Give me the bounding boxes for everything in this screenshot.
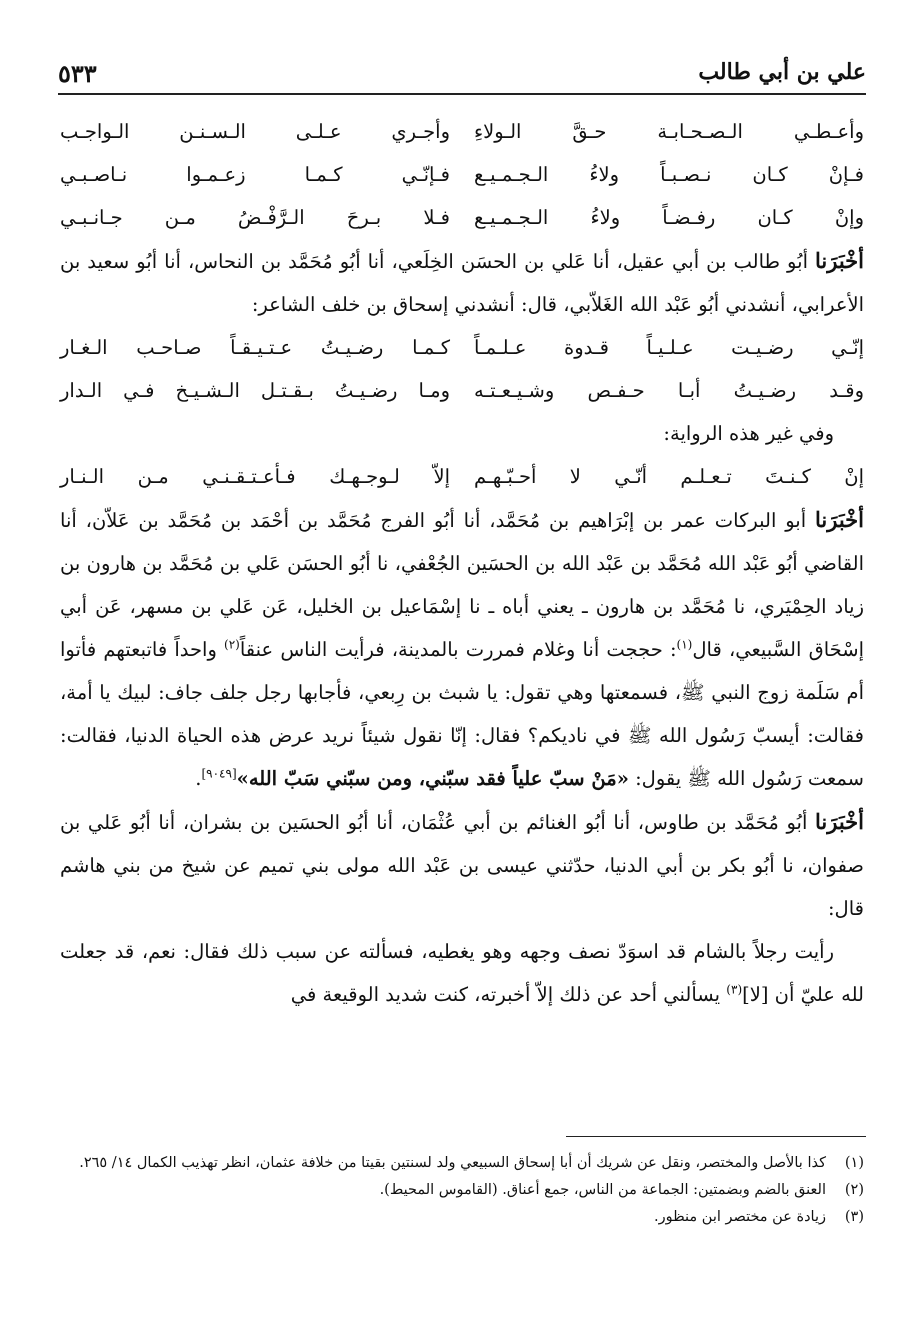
- footnote-number: (١): [844, 1155, 864, 1171]
- verse-line: [60, 326, 864, 369]
- riwaya-intro: وفي غير هذه الرواية:: [663, 422, 834, 445]
- footnote: [60, 1204, 864, 1231]
- verse-second-hemistich: فـلا بـرحَ الـرَّفْـضُ مـن جـانـبـي: [60, 206, 450, 229]
- verse-first-hemistich: وإنْ كـان رفـضـاً ولاءُ الـجـمـيـع: [474, 206, 864, 229]
- footnote-marker[interactable]: (٣): [726, 982, 743, 997]
- footnote: [60, 1150, 864, 1177]
- main-text: [60, 110, 864, 1016]
- hadith-reference-number: [٩٠٤٩]: [201, 766, 237, 781]
- verse-first-hemistich: وأعـطـي الـصـحـابـة حـقَّ الـولاءِ: [474, 120, 864, 143]
- footnote-text: زيادة عن مختصر ابن منظور.: [654, 1209, 826, 1225]
- paragraph-text: يسألني أحد عن ذلك إلاّ أخبرته، كنت شديد الوقيعة في: [290, 983, 727, 1006]
- footnote-marker[interactable]: (٢): [224, 637, 240, 652]
- narration-paragraph: [60, 930, 864, 1016]
- footnote-text: كذا بالأصل والمختصر، ونقل عن شريك أن أبا إسحاق السبيعي ولد لسنتين بقيتا من خلافة عثمان، انظر تهذيب الكمال ١٤/ ٢٦٥.: [79, 1155, 826, 1171]
- verse-line: [60, 196, 864, 239]
- paragraph-text: : حججت أنا وغلام فمررت بالمدينة، فرأيت الناس عنقاً: [239, 638, 677, 661]
- verse-line: [60, 455, 864, 498]
- akhbarana-keyword: أخْبَرَنا: [815, 248, 864, 273]
- verse-second-hemistich: إلاّ لـوجـهـك فـأعـتـقـنـي مـن الـنـار: [60, 465, 450, 488]
- verse-second-hemistich: كـمـا رضـيـتُ عـتـيـقـاً صـاحـب الـغـار: [60, 336, 450, 359]
- verse-line: [60, 153, 864, 196]
- verse-second-hemistich: ومـا رضـيـتُ بـقـتـل الـشـيـخ فـي الـدار: [60, 379, 450, 402]
- isnad-paragraph: [60, 498, 864, 800]
- paragraph-text: أبُو طالب بن أبي عقيل، أنا عَلي بن الحسَن الخِلَعي، أنا أبُو مُحَمَّد بن النحاس، أنا أبُو سعيد بن الأعرابي، أنشدني أبُو عَبْد الله الغَلاّبي، قال: أنشدني إسحاق بن خلف الشاعر:: [60, 250, 864, 316]
- isnad-paragraph: [60, 239, 864, 326]
- verse-second-hemistich: فـإنّـي كـمـا زعـمـوا نـاصـبـي: [60, 163, 450, 186]
- verse-first-hemistich: إنّـي رضـيـت عـلـيـاً قـدوة عـلـمـاً: [474, 336, 864, 359]
- paragraph-text: أبو البركات عمر بن إبْرَاهيم بن مُحَمَّد، أنا أبُو الفرج مُحَمَّد بن أحْمَد بن مُحَمَّد بن عَلاّن، أنا القاضي أبُو عَبْد الله مُحَمَّد بن عَبْد الله بن الحسَين الجُعْفي، نا أبُو الحسَن عَلي بن مُحَمَّد بن هارون بن زياد الحِمْيَري، نا مُحَمَّد بن هارون ـ يعني أباه ـ نا إسْمَاعيل بن الخليل، عَن عَلي بن مسهر، عَن أبي إسْحَاق السَّبيعي، قال: [60, 509, 864, 661]
- verse-first-hemistich: إنْ كـنـتَ تـعـلـم أنّـي لا أحـبّـهـم: [474, 465, 864, 488]
- akhbarana-keyword: أخْبَرَنا: [815, 809, 864, 834]
- verse-first-hemistich: فـإنْ كـان نـصـبـاً ولاءُ الـجـمـيـع: [474, 163, 864, 186]
- akhbarana-keyword: أخْبَرَنا: [815, 507, 864, 532]
- header-rule: [58, 93, 866, 95]
- verse-first-hemistich: وقـد رضـيـتُ أبـا حـفـص وشـيـعـتـه: [474, 379, 864, 402]
- paragraph-text: أبُو مُحَمَّد بن طاوس، أنا أبُو الغنائم بن أبي عُثْمَان، أنا أبُو الحسَين بن بشران، أنا أبُو عَلي بن صفوان، نا أبُو بكر بن أبي الدنيا، حدّثني عيسى بن عَبْد الله مولى بني تميم عن شيخ من بني هاشم قال:: [60, 811, 864, 920]
- footnote: [60, 1177, 864, 1204]
- footnote-text: العنق بالضم وبضمتين: الجماعة من الناس، جمع أعناق. (القاموس المحيط).: [379, 1182, 826, 1198]
- footnote-separator: [566, 1136, 866, 1137]
- footnote-number: (٢): [844, 1182, 864, 1198]
- paragraph-end: .: [195, 767, 202, 790]
- verse-line: [60, 110, 864, 153]
- running-title: علي بن أبي طالب: [698, 59, 866, 85]
- hadith-quote: «مَنْ سبّ علياً فقد سبّني، ومن سبّني سَبّ الله»: [236, 767, 629, 790]
- footnote-number: (٣): [844, 1209, 864, 1225]
- verse-second-hemistich: وأجـري عـلـى الـسـنـن الـواجـب: [60, 120, 450, 143]
- verse-line: [60, 369, 864, 412]
- paragraph-text: واحداً فاتبعتهم فأتوا أم سَلَمة زوج النبي ﷺ، فسمعتها وهي تقول: يا شبث بن رِبعي، فأجابها رجل جلف جاف: لبيك يا أمة، فقالت: أيسبّ رَسُول الله ﷺ في ناديكم؟ فقال: إنّا نقول شيئاً نريد عرض هذه الحياة الدنيا، فقالت: سمعت رَسُول الله ﷺ يقول:: [60, 638, 864, 790]
- footnote-marker[interactable]: (١): [676, 637, 693, 652]
- paragraph-text: رأيت رجلاً بالشام قد اسوَدّ نصف وجهه وهو يغطيه، فسألته عن سبب ذلك فقال: نعم، قد جعلت لله عليّ أن [لا]: [60, 940, 864, 1006]
- isnad-paragraph: [60, 800, 864, 930]
- footnotes: [60, 1150, 864, 1231]
- page-number: ٥٣٣: [58, 59, 97, 88]
- running-header: [58, 55, 866, 95]
